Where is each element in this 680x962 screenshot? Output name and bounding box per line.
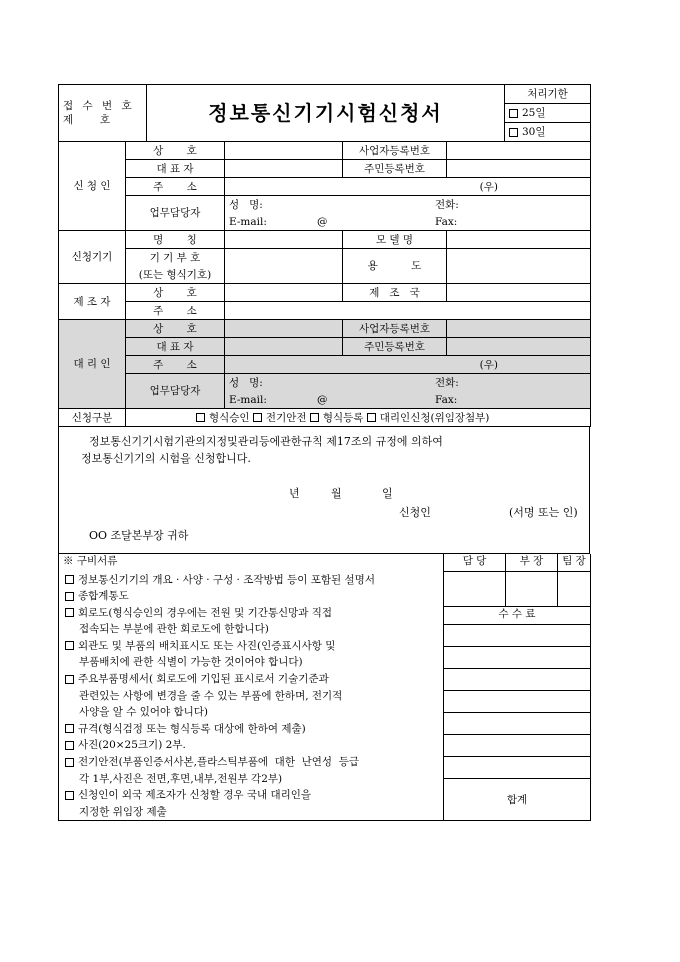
- applicant-rep-label: 대 표 자: [126, 160, 225, 178]
- device-name-field[interactable]: [225, 231, 343, 249]
- applicant-postal: (우): [479, 180, 498, 193]
- doc-3-cont: 접속되는 부분에 관한 회로도에 한합니다): [79, 623, 269, 636]
- doc-5-cont: 관련있는 사항에 변경을 줄 수 있는 부품에 한하며, 전기적: [79, 689, 343, 702]
- fee-total-label: 합계: [506, 793, 528, 806]
- sign-label: (서명 또는 인): [509, 506, 578, 519]
- doc-5-checkbox[interactable]: [65, 675, 74, 684]
- documents-list: [59, 572, 444, 821]
- fee-row-3[interactable]: [444, 669, 591, 691]
- documents-header: ※ 구비서류: [59, 554, 444, 572]
- device-section-label: 신청기기: [59, 231, 126, 284]
- agent-email: E-mail:: [229, 393, 267, 406]
- statement-line2: 정보통신기기의 시험을 신청합니다.: [81, 452, 251, 465]
- doc-8-cont: 각 1부,사진은 전면,후면,내부,전원부 각2부): [79, 772, 283, 785]
- fee-row-7[interactable]: [444, 757, 591, 779]
- date-day: 일: [382, 487, 393, 500]
- maker-country-field[interactable]: [447, 284, 591, 302]
- date-month: 월: [331, 487, 342, 500]
- category-opt4-checkbox[interactable]: [367, 413, 376, 422]
- category-opt3-label: 형식등록: [322, 411, 364, 424]
- statement-section: [58, 427, 590, 554]
- approval-manager: 부 장: [506, 554, 558, 572]
- device-symbol-label-2: (또는 형식기호): [126, 266, 225, 284]
- fee-row-6[interactable]: [444, 735, 591, 757]
- agent-phone: 전화:: [435, 376, 459, 389]
- recipient: OO 조달본부장 귀하: [89, 529, 189, 542]
- agent-email-at: @: [317, 393, 328, 406]
- approval-chief-box[interactable]: [558, 572, 591, 607]
- doc-6: 규격(형식검정 또는 형식등록 대상에 한하여 제출): [78, 722, 306, 735]
- category-opt2-label: 전기안전: [265, 411, 307, 424]
- agent-contact-label: 업무담당자: [126, 374, 225, 409]
- applicant-rrn-field[interactable]: [447, 160, 591, 178]
- applicant-section-label: 신 청 인: [59, 142, 126, 231]
- doc-9-cont: 지정한 위임장 제출: [79, 805, 167, 818]
- applicant-bizno-field[interactable]: [447, 142, 591, 160]
- maker-name-label: 상 호: [126, 284, 225, 302]
- doc-2-checkbox[interactable]: [65, 592, 74, 601]
- category-opt4-label: 대리인신청(위임장첨부): [379, 411, 490, 424]
- date-year: 년: [289, 487, 300, 500]
- agent-rep-field[interactable]: [225, 338, 343, 356]
- maker-addr-field[interactable]: [225, 302, 591, 320]
- deadline-25-checkbox[interactable]: [509, 109, 518, 118]
- form-header: [58, 84, 591, 142]
- agent-fax: Fax:: [435, 393, 458, 406]
- doc-7: 사진(20×25크기) 2부.: [78, 739, 186, 752]
- category-opt1-label: 형식승인: [209, 411, 250, 424]
- deadline-25-label: 25일: [522, 107, 546, 119]
- doc-4: 외관도 및 부품의 배치표시도 또는 사진(인증표시사항 및: [78, 639, 336, 652]
- agent-bizno-label: 사업자등록번호: [343, 320, 447, 338]
- device-name-label: 명 칭: [126, 231, 225, 249]
- doc-4-cont: 부품배치에 관한 식별이 가능한 것이어야 합니다): [79, 656, 303, 669]
- device-symbol-label: 기 기 부 호: [126, 249, 225, 267]
- fee-row-5[interactable]: [444, 713, 591, 735]
- fee-row-4[interactable]: [444, 691, 591, 713]
- doc-3: 회로도(형식승인의 경우에는 전원 및 기간통신망과 직접: [78, 606, 333, 619]
- agent-addr-label: 주 소: [126, 356, 225, 374]
- doc-8: 전기안전(부품인증서사본,플라스틱부품에 대한 난연성 등급: [78, 756, 360, 769]
- doc-9: 신청인이 외국 제조자가 신청할 경우 국내 대리인을: [78, 789, 312, 802]
- applicant-email: E-mail:: [229, 215, 267, 228]
- device-use-field[interactable]: [447, 249, 591, 284]
- category-label: 신청구분: [59, 409, 126, 427]
- applicant-rep-field[interactable]: [225, 160, 343, 178]
- applicant-addr-label: 주 소: [126, 178, 225, 196]
- device-use-label: 용 도: [343, 249, 447, 284]
- agent-addr-field[interactable]: [225, 356, 591, 374]
- doc-5-cont2: 사양을 알 수 있어야 합니다): [79, 706, 209, 719]
- approval-staff: 담 당: [444, 554, 506, 572]
- doc-4-checkbox[interactable]: [65, 641, 74, 650]
- doc-3-checkbox[interactable]: [65, 608, 74, 617]
- doc-2: 종합계통도: [78, 590, 129, 603]
- agent-person-name: 성 명:: [229, 376, 263, 389]
- applicant-bizno-label: 사업자등록번호: [343, 142, 447, 160]
- category-opt1-checkbox[interactable]: [196, 413, 205, 422]
- doc-9-checkbox[interactable]: [65, 791, 74, 800]
- category-opt2-checkbox[interactable]: [253, 413, 262, 422]
- application-form: [58, 84, 590, 821]
- doc-6-checkbox[interactable]: [65, 724, 74, 733]
- agent-name-label: 상 호: [126, 320, 225, 338]
- applicant-email-at: @: [317, 215, 328, 228]
- category-opt3-checkbox[interactable]: [310, 413, 319, 422]
- agent-bizno-field[interactable]: [447, 320, 591, 338]
- applicant-addr-field[interactable]: [225, 178, 591, 196]
- fee-row-2[interactable]: [444, 647, 591, 669]
- deadline-30-label: 30일: [522, 126, 546, 138]
- agent-rrn-field[interactable]: [447, 338, 591, 356]
- doc-7-checkbox[interactable]: [65, 741, 74, 750]
- doc-5: 주요부품명세서( 회로도에 기입된 표시로서 기술기준과: [78, 673, 329, 686]
- maker-name-field[interactable]: [225, 284, 343, 302]
- applicant-contact-label: 업무담당자: [126, 196, 225, 231]
- fee-row-1[interactable]: [444, 625, 591, 647]
- applicant-sign-label: 신청인: [399, 506, 431, 519]
- applicant-name-label: 상 호: [126, 142, 225, 160]
- maker-addr-label: 주 소: [126, 302, 225, 320]
- maker-section-label: 제 조 자: [59, 284, 126, 320]
- agent-rep-label: 대 표 자: [126, 338, 225, 356]
- doc-1-checkbox[interactable]: [65, 575, 74, 584]
- approval-staff-box[interactable]: [444, 572, 506, 607]
- applicant-rrn-label: 주민등록번호: [343, 160, 447, 178]
- applicant-person-name: 성 명:: [229, 198, 263, 211]
- maker-country-label: 제 조 국: [343, 284, 447, 302]
- receipt-no-label-b: 제 호: [63, 114, 110, 126]
- agent-postal: (우): [479, 358, 498, 371]
- deadline-30-checkbox[interactable]: [509, 128, 518, 137]
- device-model-label: 모 델 명: [343, 231, 447, 249]
- doc-1: 정보통신기기의 개요 · 사양 · 구성 · 조작방법 등이 포함된 설명서: [78, 573, 375, 586]
- device-model-field[interactable]: [447, 231, 591, 249]
- form-title: 정보통신기기시험신청서: [147, 85, 505, 142]
- applicant-name-field[interactable]: [225, 142, 343, 160]
- applicant-phone: 전화:: [435, 198, 459, 211]
- agent-rrn-label: 주민등록번호: [343, 338, 447, 356]
- approval-manager-box[interactable]: [506, 572, 558, 607]
- receipt-no-label: 접 수 번 호: [63, 100, 135, 112]
- statement-line1: 정보통신기기시험기관의지정및관리등에관한규칙 제17조의 규정에 의하여: [89, 435, 443, 448]
- device-symbol-field[interactable]: [225, 249, 343, 284]
- agent-name-field[interactable]: [225, 320, 343, 338]
- doc-8-checkbox[interactable]: [65, 758, 74, 767]
- documents-table: [58, 554, 591, 821]
- approval-chief: 팀 장: [558, 554, 591, 572]
- applicant-fax: Fax:: [435, 215, 458, 228]
- agent-section-label: 대 리 인: [59, 320, 126, 409]
- deadline-label: 처리기한: [505, 85, 591, 104]
- fee-total: [444, 779, 591, 821]
- fee-label: 수 수 료: [444, 607, 591, 625]
- info-table: [58, 142, 591, 427]
